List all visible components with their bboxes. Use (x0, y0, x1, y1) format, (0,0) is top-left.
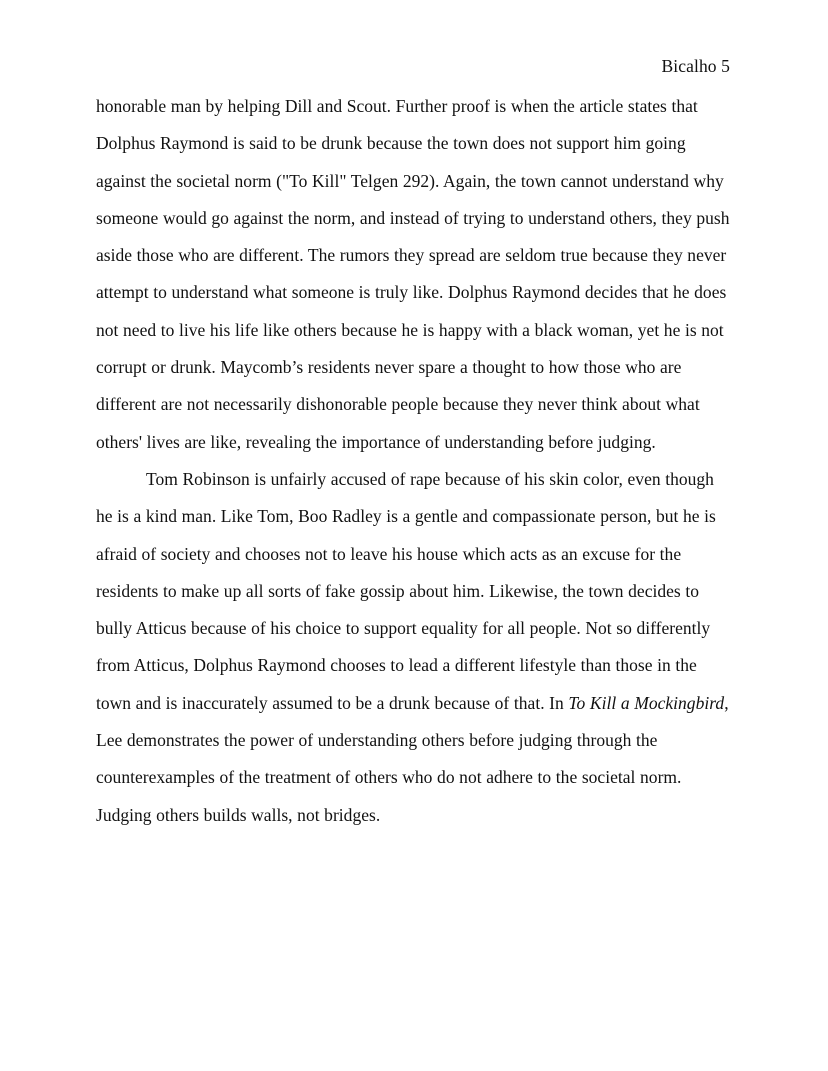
document-body (96, 88, 732, 834)
body-paragraph (96, 88, 732, 461)
body-paragraph (96, 461, 732, 834)
text-run: , Lee demonstrates the power of understanding others before judging through the counterexamples of the treatment of others who do not adhere to the societal norm. Judging others builds walls, not bridges. (96, 692, 729, 825)
text-run: Tom Robinson is unfairly accused of rape because of his skin color, even though he is a kind man. Like Tom, Boo Radley is a gentle and compassionate person, but he is afraid of society and chooses not to leave his house which acts as an excuse for the residents to make up all sorts of fake gossip about him. Likewise, the town decides to bully Atticus because of his choice to support equality for all people. Not so differently from Atticus, Dolphus Raymond chooses to lead a different lifestyle than those in the town and is inaccurately assumed to be a drunk because of that. In (96, 468, 716, 713)
running-head: Bicalho 5 (661, 56, 730, 76)
text-run: honorable man by helping Dill and Scout. Further proof is when the article states that Dolphus Raymond is said to be drunk because the town does not support him going against the societal norm ("To Kill" Telgen 292). Again, the town cannot understand why someone would go against the norm, and instead of trying to understand others, they push aside those who are different. The rumors they spread are seldom true because they never attempt to understand what someone is truly like. Dolphus Raymond decides that he does not need to live his life like others because he is happy with a black woman, yet he is not corrupt or drunk. Maycomb’s residents never spare a thought to how those who are different are not necessarily dishonorable people because they never think about what others' lives are like, revealing the importance of understanding before judging. (96, 96, 730, 452)
book-title-italic: To Kill a Mockingbird (568, 692, 725, 713)
